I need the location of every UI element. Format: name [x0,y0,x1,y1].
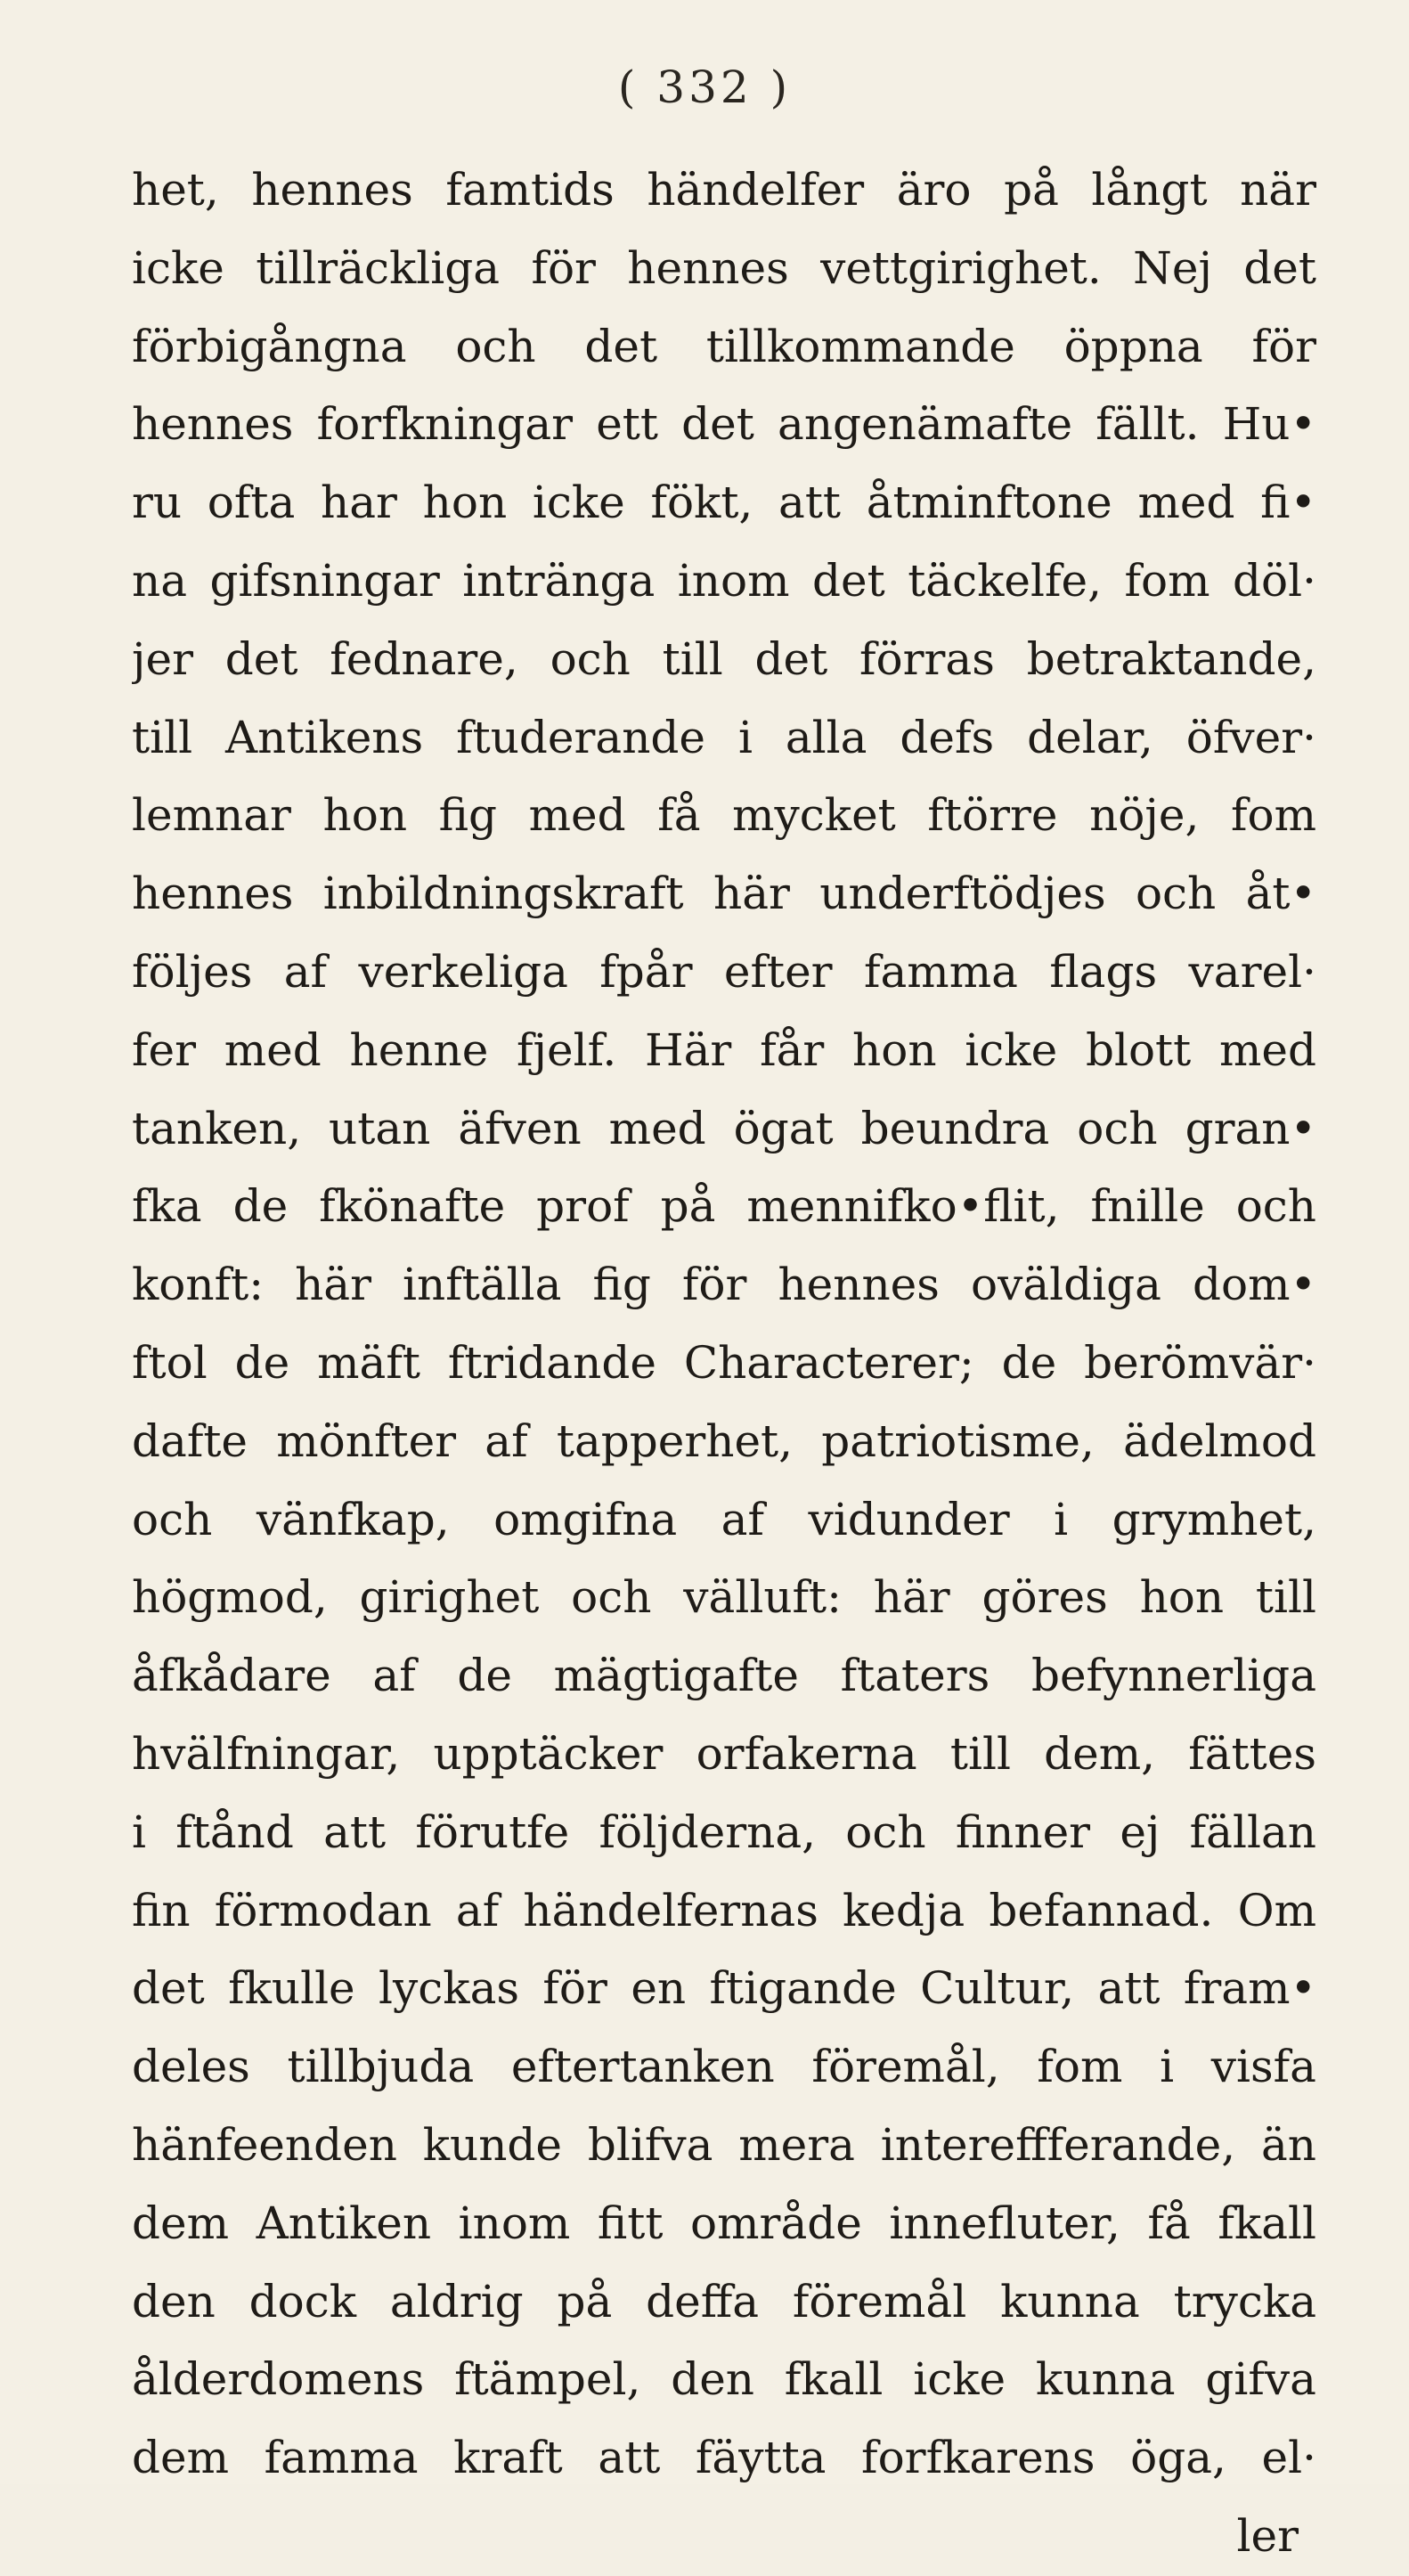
text-line: hennes inbildningskraft här underftödjes och åt• [132,868,1316,920]
text-line: fer med henne fjelf. Här får hon icke blott med [132,1023,1316,1076]
text-line: het, hennes famtids händelfer äro på långt när [132,164,1316,216]
text-line: fin förmodan af händelfernas kedja befannad. Om [132,1884,1316,1936]
text-line: i ftånd att förutfe följderna, och finner ej fällan [132,1806,1316,1858]
text-line: deles tillbjuda eftertanken föremål, fom i visfa [132,2041,1316,2093]
text-line: hennes forfkningar ett det angenämafte fällt. Hu• [132,398,1316,451]
text-line: hvälfningar, upptäcker orfakerna till dem, fättes [132,1727,1316,1780]
text-line: den dock aldrig på deffa föremål kunna trycka [132,2275,1316,2327]
text-line: dem famma kraft att fäytta forfkarens öga, el· [132,2432,1316,2484]
text-line: följes af verkeliga fpår efter famma flags varel· [132,945,1316,998]
text-line: fka de fkönafte prof på mennifko•flit, fnille och [132,1180,1316,1233]
text-line: hänfeenden kunde blifva mera intereffferande, än [132,2118,1316,2171]
text-line: dem Antiken inom fitt område innefluter, få fkall [132,2197,1316,2249]
text-line: och vänfkap, omgifna af vidunder i grymhet, [132,1493,1316,1545]
text-line: konft: här inftälla fig för hennes oväldiga dom• [132,1259,1316,1311]
text-line: dafte mönfter af tapperhet, patriotisme, ädelmod [132,1414,1316,1467]
body-text [132,151,1316,2576]
text-line: tanken, utan äfven med ögat beundra och gran• [132,1102,1316,1154]
text-line: förbigångna och det tillkommande öppna för [132,320,1316,372]
text-line: åfkådare af de mägtigafte ftaters befynnerliga [132,1650,1316,1702]
text-line: det fkulle lyckas för en ftigande Cultur, att fram• [132,1962,1316,2015]
catchword: ler [1236,2509,1299,2562]
text-line: icke tillräckliga för hennes vettgirighet. Nej det [132,241,1316,294]
text-line: na gifsningar intränga inom det täckelfe, fom döl· [132,554,1316,607]
text-line: ålderdomens ftämpel, den fkall icke kunna gifva [132,2353,1316,2406]
text-line: ftol de mäft ftridande Characterer; de berömvär· [132,1336,1316,1389]
text-line: lemnar hon fig med få mycket ftörre nöje, fom [132,789,1316,842]
page-header: ( 332 ) [617,61,792,113]
text-line: högmod, girighet och välluft: här göres hon till [132,1571,1316,1624]
text-line: ru ofta har hon icke fökt, att åtminftone med fi• [132,477,1316,529]
text-line: jer det fednare, och till det förras betraktande, [132,632,1316,685]
text-line: till Antikens ftuderande i alla defs delar, öfver· [132,711,1316,763]
